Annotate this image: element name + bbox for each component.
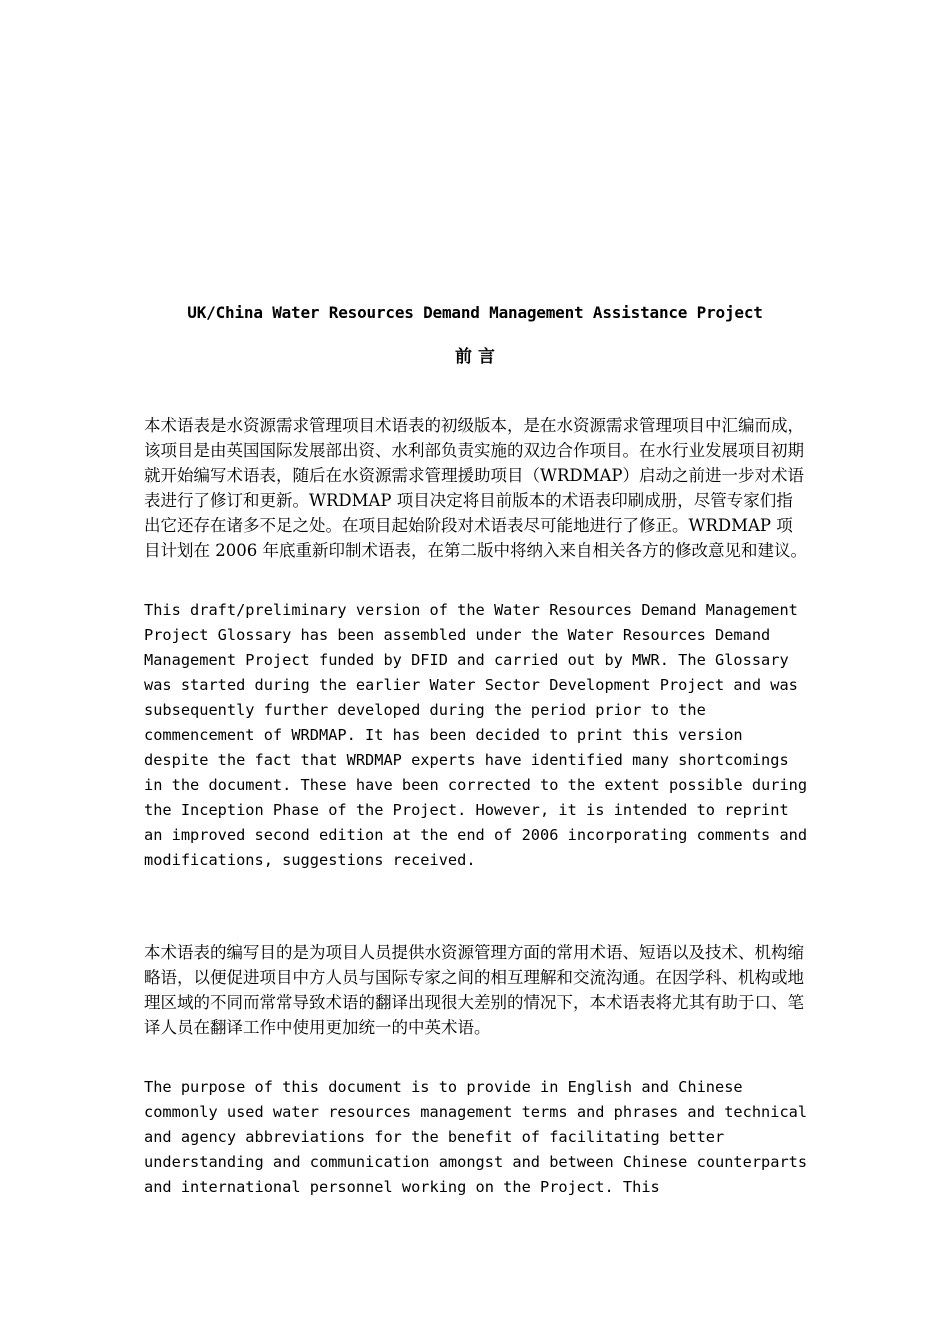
english-paragraph-2: The purpose of this document is to provide in English and Chinese commonly used water resources management terms and phrases and technical and agency abbreviations for the benefit of facilitating better understanding and communication amongst and between Chinese counterparts and international personnel working on the Project. This — [144, 1078, 808, 1196]
chinese-paragraph-2: 本术语表的编写目的是为项目人员提供水资源管理方面的常用术语、短语以及技术、机构缩略语，以便促进项目中方人员与国际专家之间的相互理解和交流沟通。在因学科、机构或地理区域的不同而常常导致术语的翻译出现很大差别的情况下，本术语表将尤其有助于口、笔译人员在翻译工作中使用更加统一的中英术语。 — [144, 943, 804, 1037]
project-title: UK/China Water Resources Demand Management Assistance Project — [187, 303, 763, 322]
english-paragraph-1: This draft/preliminary version of the Water Resources Demand Management Project Glossary has been assembled under the Water Resources Demand Management Project funded by DFID and carried out by MWR. The Glossary was started during the earlier Water Sector Development Project and was subsequently further developed during the period prior to the commencement of WRDMAP. It has been decided to print this version despite the fact that WRDMAP experts have identified many shortcomings in the document. These have been corrected to the extent possible during the Inception Phase of the Project. However, it is intended to reprint an improved second edition at the end of 2006 incorporating comments and modifications, suggestions received. — [144, 601, 808, 869]
preface-heading: 前 言 — [455, 347, 495, 367]
chinese-paragraph-1: 本术语表是水资源需求管理项目术语表的初级版本，是在水资源需求管理项目中汇编而成，该项目是由英国国际发展部出资、水利部负责实施的双边合作项目。在水行业发展项目初期就开始编写术语表，随后在水资源需求管理援助项目（WRDMAP）启动之前进一步对术语表进行了修订和更新。WRDMAP 项目决定将目前版本的术语表印刷成册，尽管专家们指出它还存在诸多不足之处。在项目起始阶段对术语表尽可能地进行了修正。WRDMAP 项目计划在 2006 年底重新印制术语表，在第二版中将纳入来自相关各方的修改意见和建议。 — [144, 416, 807, 560]
